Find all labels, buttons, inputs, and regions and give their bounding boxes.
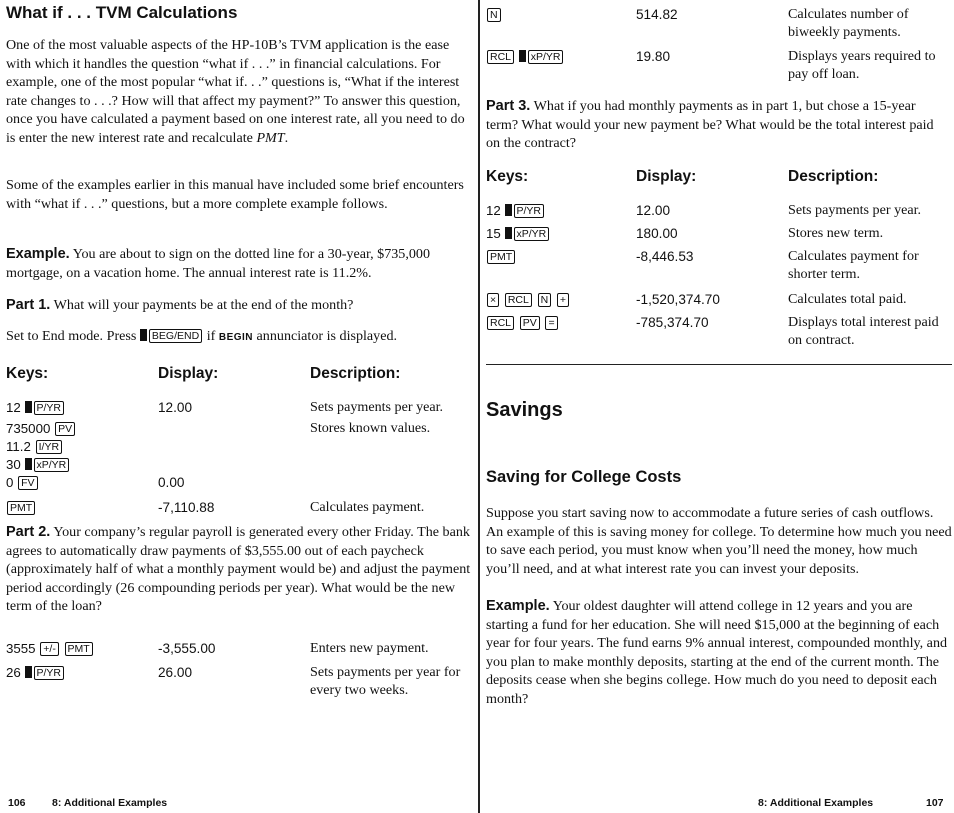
shift-key-icon bbox=[25, 666, 32, 678]
table1-row6-keys bbox=[6, 499, 36, 517]
table4-row4-keys bbox=[486, 291, 570, 309]
college-example-paragraph: Example. Your oldest daughter will attend college in 12 years and you are starting a fund for her education. She will need $15,000 at the beginning of each year for four years. The fund earns 9% annual interest, compounded monthly, and you plan to make monthly deposits, starting at the end of the current month. The deposits cease when she begins college. How much do you need to deposit each month? bbox=[486, 598, 948, 707]
example-paragraph: Example. You are about to sign on the dotted line for a 30-year, $735,000 mortgage, on a vacation home. The annual interest rate is 11.2%. bbox=[6, 246, 431, 281]
beg-end-key: BEG/END bbox=[149, 329, 202, 343]
rcl-key: RCL bbox=[505, 293, 532, 307]
xp-yr-key: xP/YR bbox=[514, 227, 550, 241]
footer-chapter-left: 8: Additional Examples bbox=[52, 797, 168, 809]
table4-row4-description: Calculates total paid. bbox=[788, 291, 907, 307]
table1-col-description: Description: bbox=[310, 365, 401, 382]
table1-row1-description: Sets payments per year. bbox=[310, 399, 444, 415]
part2-paragraph: Part 2. Your company’s regular payroll is generated every other Friday. The bank agrees to automatically draw payments of $3,555.00 out of each paycheck (approximately half of what a monthly payment would be) and adjust the payment period accordingly (26 compounding periods per year). What would be the new term of the loan? bbox=[6, 524, 471, 614]
table4-row5-description: Displays total interest paid on contract. bbox=[788, 314, 939, 348]
table1-row2-description: Stores known values. bbox=[310, 420, 431, 436]
left-page bbox=[0, 0, 476, 813]
table1-row1-display: 12.00 bbox=[158, 400, 193, 415]
n-key: N bbox=[538, 293, 552, 307]
right-page bbox=[482, 0, 954, 813]
table1-row5-keys: 0 FV bbox=[6, 474, 39, 492]
college-costs-title: Saving for College Costs bbox=[486, 468, 682, 486]
pmt-key: PMT bbox=[7, 501, 35, 515]
table4-row2-display: 180.00 bbox=[636, 226, 678, 241]
footer-page-number-right: 107 bbox=[926, 797, 944, 809]
table3-row2-display: 19.80 bbox=[636, 49, 671, 64]
savings-title: Savings bbox=[486, 399, 563, 421]
page-divider bbox=[478, 0, 480, 813]
part3-paragraph: Part 3. What if you had monthly payments as in part 1, but chose a 15-year term? What would your new payment be? What would be the total interest paid on the contract? bbox=[486, 98, 934, 151]
table4-row3-keys bbox=[486, 248, 516, 266]
p-yr-key: P/YR bbox=[34, 666, 65, 680]
table2-row1-keys: 3555 +/- PMT bbox=[6, 640, 94, 658]
shift-key-icon bbox=[140, 329, 147, 341]
shift-key-icon bbox=[519, 50, 526, 62]
table1-row3-keys: 11.2 I/YR bbox=[6, 438, 63, 456]
table3-row1-display: 514.82 bbox=[636, 7, 678, 22]
p-yr-key: P/YR bbox=[514, 204, 545, 218]
table4-row4-display: -1,520,374.70 bbox=[636, 292, 720, 307]
rcl-key: RCL bbox=[487, 50, 514, 64]
footer-chapter-right: 8: Additional Examples bbox=[758, 797, 874, 809]
p-yr-key: P/YR bbox=[34, 401, 65, 415]
section-rule bbox=[486, 364, 952, 365]
table1-row2-keys: 735000 PV bbox=[6, 420, 76, 438]
table4-row5-keys bbox=[486, 314, 559, 332]
table1-col-display: Display: bbox=[158, 365, 219, 382]
table4-row3-description: Calculates payment for shorter term. bbox=[788, 248, 919, 282]
table2-row2-keys: 26 P/YR bbox=[6, 664, 65, 682]
section-title-what-if: What if . . . TVM Calculations bbox=[6, 3, 238, 22]
table4-row2-description: Stores new term. bbox=[788, 225, 884, 241]
table3-row1-description: Calculates number of biweekly payments. bbox=[788, 6, 909, 40]
table4-row1-display: 12.00 bbox=[636, 203, 671, 218]
shift-key-icon bbox=[25, 401, 32, 413]
change-sign-key: +/- bbox=[40, 642, 59, 656]
table4-col-description: Description: bbox=[788, 168, 879, 185]
table3-row2-keys bbox=[486, 48, 564, 66]
table1-row6-display: -7,110.88 bbox=[158, 500, 215, 515]
shift-key-icon bbox=[505, 204, 512, 216]
plus-key: + bbox=[557, 293, 569, 307]
intro-paragraph: One of the most valuable aspects of the HP-10B’s TVM application is the ease with which it handles the question “what if . . .” in financial calculations. For example, one of the most popular “what if. . .” questions is, “What if the interest rate changes to . . .? How will that affect my payment?” To answer this question, once you have calculated a payment based on one interest rate, all you need to do is enter the new interest rate and recalculate PMT. bbox=[6, 37, 465, 146]
examples-paragraph: Some of the examples earlier in this manual have included some brief encounters with “what if . . .” questions, but a more complete example follows. bbox=[6, 177, 464, 212]
table2-row1-description: Enters new payment. bbox=[310, 640, 429, 656]
fv-key: FV bbox=[18, 476, 37, 490]
i-yr-key: I/YR bbox=[36, 440, 62, 454]
shift-key-icon bbox=[505, 227, 512, 239]
table4-row3-display: -8,446.53 bbox=[636, 249, 694, 264]
pv-key: PV bbox=[520, 316, 540, 330]
xp-yr-key: xP/YR bbox=[34, 458, 70, 472]
table4-row1-keys: 12 P/YR bbox=[486, 202, 545, 220]
rcl-key: RCL bbox=[487, 316, 514, 330]
table3-row2-description: Displays years required to pay off loan. bbox=[788, 48, 936, 82]
pmt-key: PMT bbox=[487, 250, 515, 264]
table4-row2-keys: 15 xP/YR bbox=[486, 225, 550, 243]
table4-row5-display: -785,374.70 bbox=[636, 315, 709, 330]
pv-key: PV bbox=[55, 422, 75, 436]
xp-yr-key: xP/YR bbox=[528, 50, 564, 64]
table4-col-display: Display: bbox=[636, 168, 697, 185]
table2-row1-display: -3,555.00 bbox=[158, 641, 216, 656]
part1-paragraph: Part 1. What will your payments be at the end of the month? bbox=[6, 297, 354, 313]
table1-row6-description: Calculates payment. bbox=[310, 499, 425, 515]
table1-row5-display: 0.00 bbox=[158, 475, 185, 490]
shift-key-icon bbox=[25, 458, 32, 470]
pmt-key: PMT bbox=[65, 642, 93, 656]
table1-row4-keys: 30 xP/YR bbox=[6, 456, 70, 474]
table2-row2-description: Sets payments per year for every two weeks. bbox=[310, 664, 461, 698]
footer-page-number-left: 106 bbox=[8, 797, 26, 809]
table4-row1-description: Sets payments per year. bbox=[788, 202, 922, 218]
table4-col-keys: Keys: bbox=[486, 168, 529, 185]
n-key: N bbox=[487, 8, 501, 22]
multiply-key: × bbox=[487, 293, 499, 307]
equals-key: = bbox=[545, 316, 557, 330]
begin-annunciator: BEGIN bbox=[218, 332, 254, 343]
college-intro-paragraph: Suppose you start saving now to accommodate a future series of cash outflows. An example of this is saving money for college. To determine how much you need to save each period, you must know when you’ll need the money, how much you’ll need, and at what interest rate you can invest your deposits. bbox=[486, 505, 952, 577]
table1-col-keys: Keys: bbox=[6, 365, 49, 382]
table3-row1-keys bbox=[486, 6, 502, 24]
set-end-mode-paragraph: Set to End mode. Press BEG/END if BEGIN annunciator is displayed. bbox=[6, 328, 398, 344]
table1-row1-keys: 12 P/YR bbox=[6, 399, 65, 417]
table2-row2-display: 26.00 bbox=[158, 665, 193, 680]
